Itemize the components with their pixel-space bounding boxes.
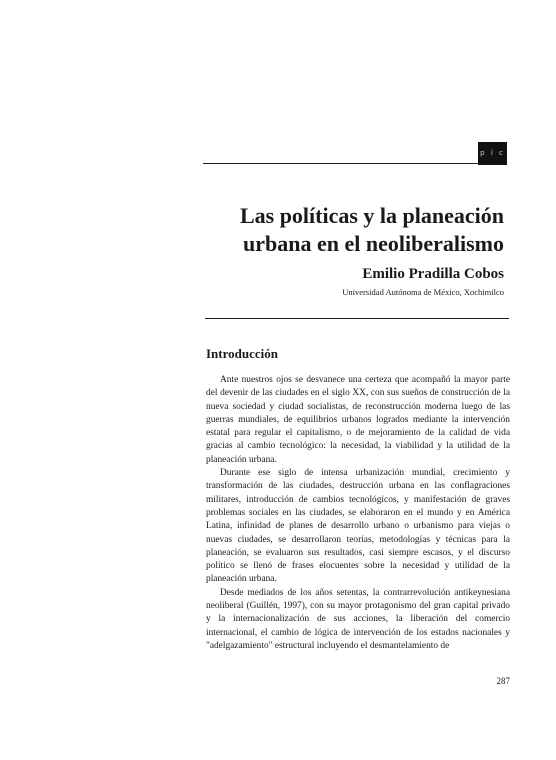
- paragraph: Durante ese siglo de intensa urbanización mundial, crecimiento y transformación de las ciudades, destrucción urbana en las conflagraciones militares, introducción de cambios tecnológicos, y manifestación de graves problemas sociales en las ciudades, se elaboraron en el mundo y en América Latina, infinidad de planes de desarrollo urbano o urbanismo para viejas o nuevas ciudades, se desarrollaron teorías, metodologías y técnicas para la planeación, se evaluaron sus resultados, casi siempre escasos, y el discurso político se llenó de frases elocuentes sobre la necesidad y utilidad de la planeación urbana.: [206, 468, 510, 585]
- chapter-mark: p í c: [478, 142, 507, 165]
- paragraph: Ante nuestros ojos se desvanece una certeza que acompañó la mayor parte del devenir de las ciudades en el siglo XX, con sus sueños de construcción de la nueva sociedad y ciudad socialistas, de reconstrucción moderna luego de las guerras mundiales, de equilibrios urbanos logrados mediante la intervención estatal para regular el capitalismo, o de mejoramiento de la calidad de vida gracias al cambio tecnológico: la necesidad, la viabilidad y la utilidad de la planeación urbana.: [206, 375, 510, 465]
- body-text: [206, 374, 510, 653]
- header-rule: [203, 163, 479, 164]
- section-heading: Introducción: [206, 346, 278, 361]
- author-name: Emilio Pradilla Cobos: [362, 266, 504, 282]
- article-title: Las políticas y la planeación urbana en el neoliberalismo: [239, 203, 504, 256]
- author-affiliation: Universidad Autónoma de México, Xochimilco: [342, 287, 504, 297]
- title-rule: [205, 318, 509, 319]
- paragraph: Desde mediados de los años setentas, la contrarrevolución antikeynesiana neoliberal (Guillén, 1997), con su mayor protagonismo del gran capital privado y la internacionalización de sus acciones, la liberación del comercio internacional, el cambio de lógica de intervención de los estados nacionales y "adelgazamiento" estructural incluyendo el desmantelamiento de: [206, 587, 510, 651]
- page-number: 287: [496, 676, 510, 686]
